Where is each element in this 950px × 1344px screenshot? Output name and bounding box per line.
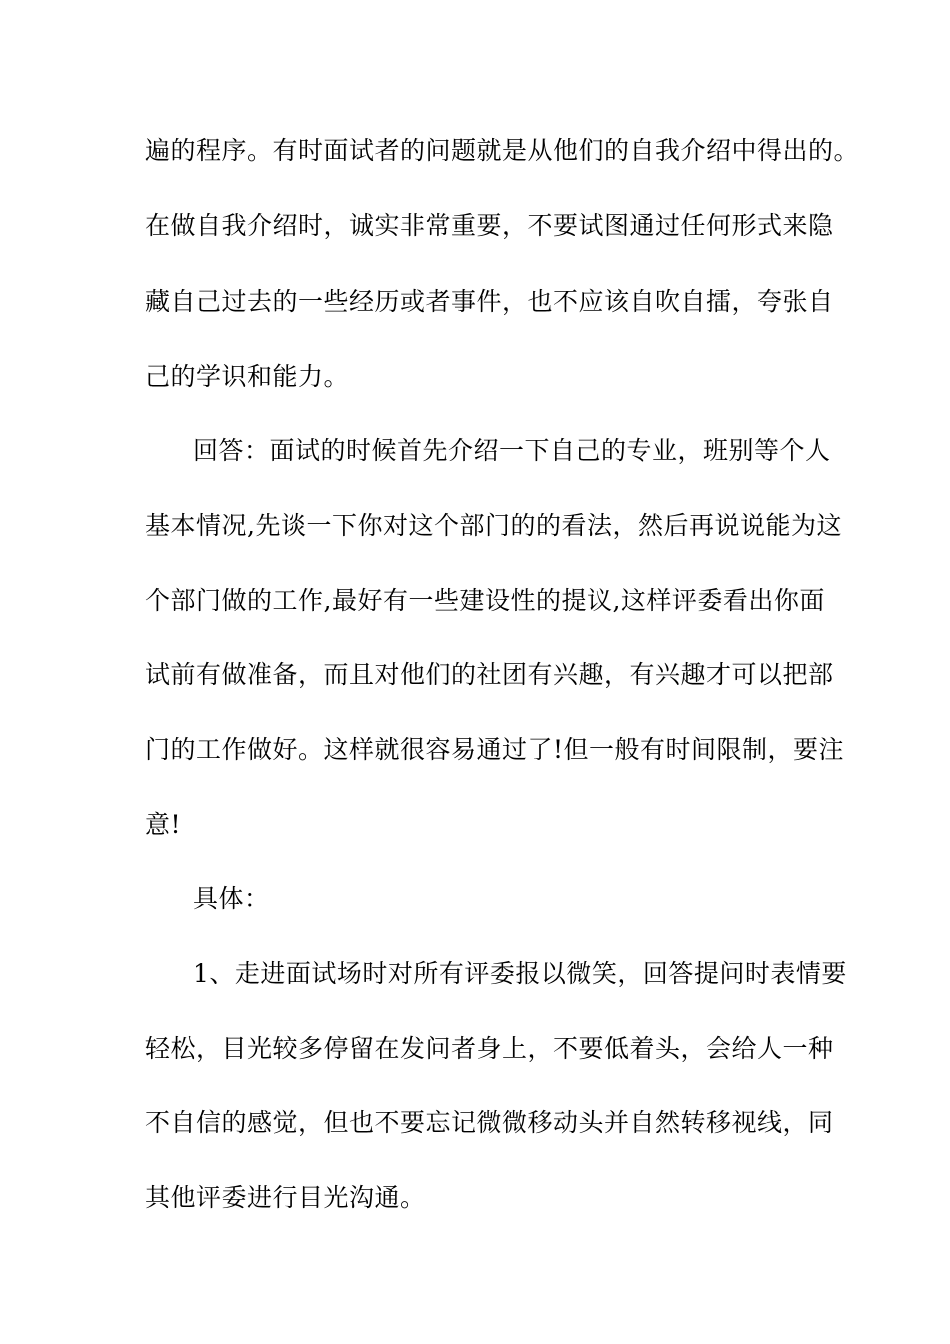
paragraph-line: 在做自我介绍时，诚实非常重要，不要试图通过任何形式来隐 [145, 211, 834, 240]
section-heading: 具体： [193, 884, 270, 913]
list-item-line: 其他评委进行目光沟通。 [145, 1183, 426, 1212]
answer-paragraph-line: 基本情况,先谈一下你对这个部门的的看法，然后再说说能为这 [145, 511, 842, 540]
list-item-line: 轻松，目光较多停留在发问者身上，不要低着头，会给人一种 [145, 1034, 834, 1063]
list-item-line: 1、走进面试场时对所有评委报以微笑，回答提问时表情要 [193, 959, 847, 988]
answer-paragraph-line: 试前有做准备，而且对他们的社团有兴趣，有兴趣才可以把部 [145, 660, 834, 689]
paragraph-line: 己的学识和能力。 [145, 362, 350, 391]
paragraph-line: 藏自己过去的一些经历或者事件，也不应该自吹自擂，夸张自 [145, 287, 834, 316]
answer-paragraph-line: 回答：面试的时候首先介绍一下自己的专业，班别等个人 [193, 436, 831, 465]
answer-paragraph-line: 门的工作做好。这样就很容易通过了!但一般有时间限制，要注 [145, 735, 845, 764]
answer-paragraph-line: 个部门做的工作,最好有一些建设性的提议,这样评委看出你面 [145, 586, 825, 615]
answer-paragraph-line: 意! [145, 810, 182, 839]
list-item-line: 不自信的感觉，但也不要忘记微微移动头并自然转移视线，同 [145, 1108, 834, 1137]
paragraph-line: 遍的程序。有时面试者的问题就是从他们的自我介绍中得出的。 [145, 136, 860, 165]
